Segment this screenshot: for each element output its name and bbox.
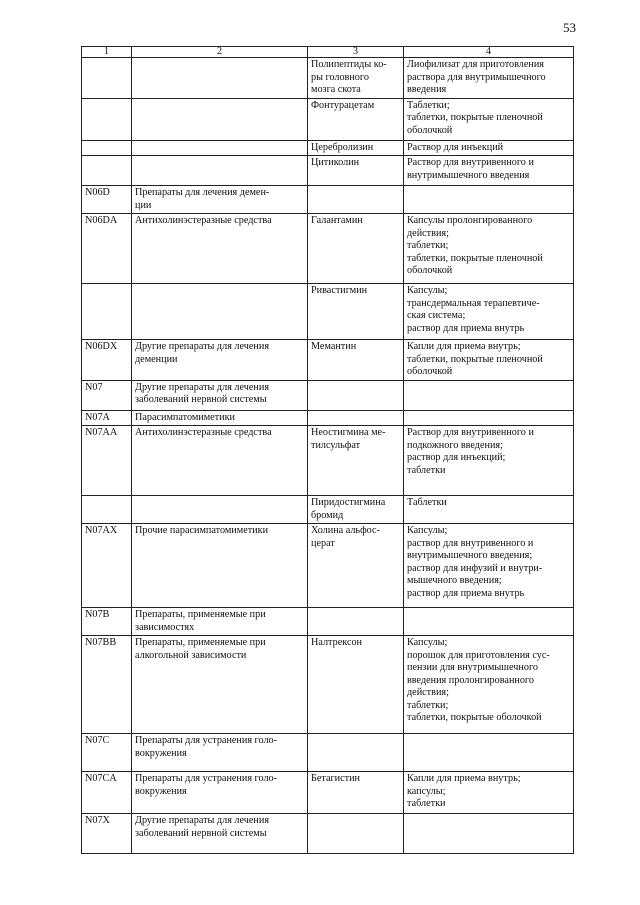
- table-row: [82, 284, 574, 340]
- table-row: [82, 772, 574, 814]
- atc-code-cell: N07A: [82, 410, 132, 426]
- group-name-cell: Препараты, применяемые при алкогольной зависимости: [132, 636, 308, 734]
- atc-code-cell: N06DA: [82, 214, 132, 284]
- group-name-cell: Антихолинэстеразные средства: [132, 426, 308, 496]
- table-row: [82, 426, 574, 496]
- group-name-cell: Антихолинэстеразные средства: [132, 214, 308, 284]
- group-name-cell: Препараты, применяемые при зависимостях: [132, 608, 308, 636]
- table-row: [82, 380, 574, 410]
- dosage-form-cell: [404, 734, 574, 772]
- table-row: [82, 214, 574, 284]
- dosage-form-cell: Таблетки; таблетки, покрытые пленочной оболочкой: [404, 98, 574, 140]
- atc-code-cell: [82, 58, 132, 99]
- dosage-form-cell: Раствор для внутривенного и внутримышечного введения: [404, 156, 574, 186]
- atc-code-cell: N07BB: [82, 636, 132, 734]
- table-row: [82, 608, 574, 636]
- atc-code-cell: N07: [82, 380, 132, 410]
- drug-table: [81, 46, 574, 854]
- dosage-form-cell: [404, 380, 574, 410]
- table-row: [82, 140, 574, 156]
- group-name-cell: [132, 140, 308, 156]
- dosage-form-cell: Лиофилизат для приготовления раствора для внутримышечного введения: [404, 58, 574, 99]
- inn-name-cell: Фонтурацетам: [308, 98, 404, 140]
- atc-code-cell: [82, 98, 132, 140]
- group-name-cell: Прочие парасимпатомиметики: [132, 524, 308, 608]
- page-number: 53: [563, 20, 576, 35]
- group-name-cell: Препараты для устранения голо- вокружения: [132, 734, 308, 772]
- dosage-form-cell: Капсулы пролонгированного действия; таблетки; таблетки, покрытые пленочной оболочкой: [404, 214, 574, 284]
- atc-code-cell: N07X: [82, 814, 132, 854]
- atc-code-cell: [82, 496, 132, 524]
- dosage-form-cell: Капсулы; порошок для приготовления сус- пензии для внутримышечного введения пролонгированного действия; таблетки; таблетки, покрытые оболочкой: [404, 636, 574, 734]
- atc-code-cell: N07AA: [82, 426, 132, 496]
- dosage-form-cell: Капсулы; трансдермальная терапевтиче- ская система; раствор для приема внутрь: [404, 284, 574, 340]
- group-name-cell: Парасимпатомиметики: [132, 410, 308, 426]
- inn-name-cell: Цитиколин: [308, 156, 404, 186]
- dosage-form-cell: Таблетки: [404, 496, 574, 524]
- dosage-form-cell: Капли для приема внутрь; таблетки, покрытые пленочной оболочкой: [404, 340, 574, 381]
- atc-code-cell: N07CA: [82, 772, 132, 814]
- group-name-cell: Препараты для устранения голо- вокружения: [132, 772, 308, 814]
- table-row: [82, 186, 574, 214]
- dosage-form-cell: [404, 410, 574, 426]
- inn-name-cell: Налтрексон: [308, 636, 404, 734]
- table-row: [82, 410, 574, 426]
- header-cell: 1: [82, 47, 132, 58]
- atc-code-cell: N06D: [82, 186, 132, 214]
- inn-name-cell: [308, 186, 404, 214]
- inn-name-cell: Галантамин: [308, 214, 404, 284]
- group-name-cell: Другие препараты для лечения деменции: [132, 340, 308, 381]
- inn-name-cell: Холина альфос- церат: [308, 524, 404, 608]
- atc-code-cell: N07AX: [82, 524, 132, 608]
- header-row: [82, 47, 574, 58]
- table-row: [82, 496, 574, 524]
- inn-name-cell: [308, 734, 404, 772]
- dosage-form-cell: [404, 186, 574, 214]
- inn-name-cell: [308, 380, 404, 410]
- dosage-form-cell: Раствор для внутривенного и подкожного введения; раствор для инъекций; таблетки: [404, 426, 574, 496]
- atc-code-cell: [82, 284, 132, 340]
- inn-name-cell: Пиридостигмина бромид: [308, 496, 404, 524]
- group-name-cell: [132, 156, 308, 186]
- group-name-cell: Другие препараты для лечения заболеваний нервной системы: [132, 380, 308, 410]
- inn-name-cell: Ривастигмин: [308, 284, 404, 340]
- group-name-cell: [132, 58, 308, 99]
- group-name-cell: [132, 98, 308, 140]
- atc-code-cell: [82, 140, 132, 156]
- header-cell: 2: [132, 47, 308, 58]
- atc-code-cell: N07B: [82, 608, 132, 636]
- inn-name-cell: [308, 608, 404, 636]
- group-name-cell: [132, 284, 308, 340]
- table-row: [82, 156, 574, 186]
- group-name-cell: [132, 496, 308, 524]
- atc-code-cell: N07C: [82, 734, 132, 772]
- inn-name-cell: [308, 814, 404, 854]
- table-row: [82, 636, 574, 734]
- dosage-form-cell: Капли для приема внутрь; капсулы; таблетки: [404, 772, 574, 814]
- header-cell: 4: [404, 47, 574, 58]
- dosage-form-cell: [404, 814, 574, 854]
- table-row: [82, 98, 574, 140]
- dosage-form-cell: [404, 608, 574, 636]
- table-row: [82, 340, 574, 381]
- atc-code-cell: N06DX: [82, 340, 132, 381]
- inn-name-cell: [308, 410, 404, 426]
- inn-name-cell: Церебролизин: [308, 140, 404, 156]
- inn-name-cell: Неостигмина ме- тилсульфат: [308, 426, 404, 496]
- dosage-form-cell: Капсулы; раствор для внутривенного и внутримышечного введения; раствор для инфузий и внутри- мышечного введения; раствор для приема внутрь: [404, 524, 574, 608]
- inn-name-cell: Бетагистин: [308, 772, 404, 814]
- group-name-cell: Препараты для лечения демен- ции: [132, 186, 308, 214]
- table-row: [82, 734, 574, 772]
- group-name-cell: Другие препараты для лечения заболеваний нервной системы: [132, 814, 308, 854]
- inn-name-cell: Полипептиды ко- ры головного мозга скота: [308, 58, 404, 99]
- table-row: [82, 58, 574, 99]
- table-row: [82, 814, 574, 854]
- inn-name-cell: Мемантин: [308, 340, 404, 381]
- table-row: [82, 524, 574, 608]
- header-cell: 3: [308, 47, 404, 58]
- dosage-form-cell: Раствор для инъекций: [404, 140, 574, 156]
- atc-code-cell: [82, 156, 132, 186]
